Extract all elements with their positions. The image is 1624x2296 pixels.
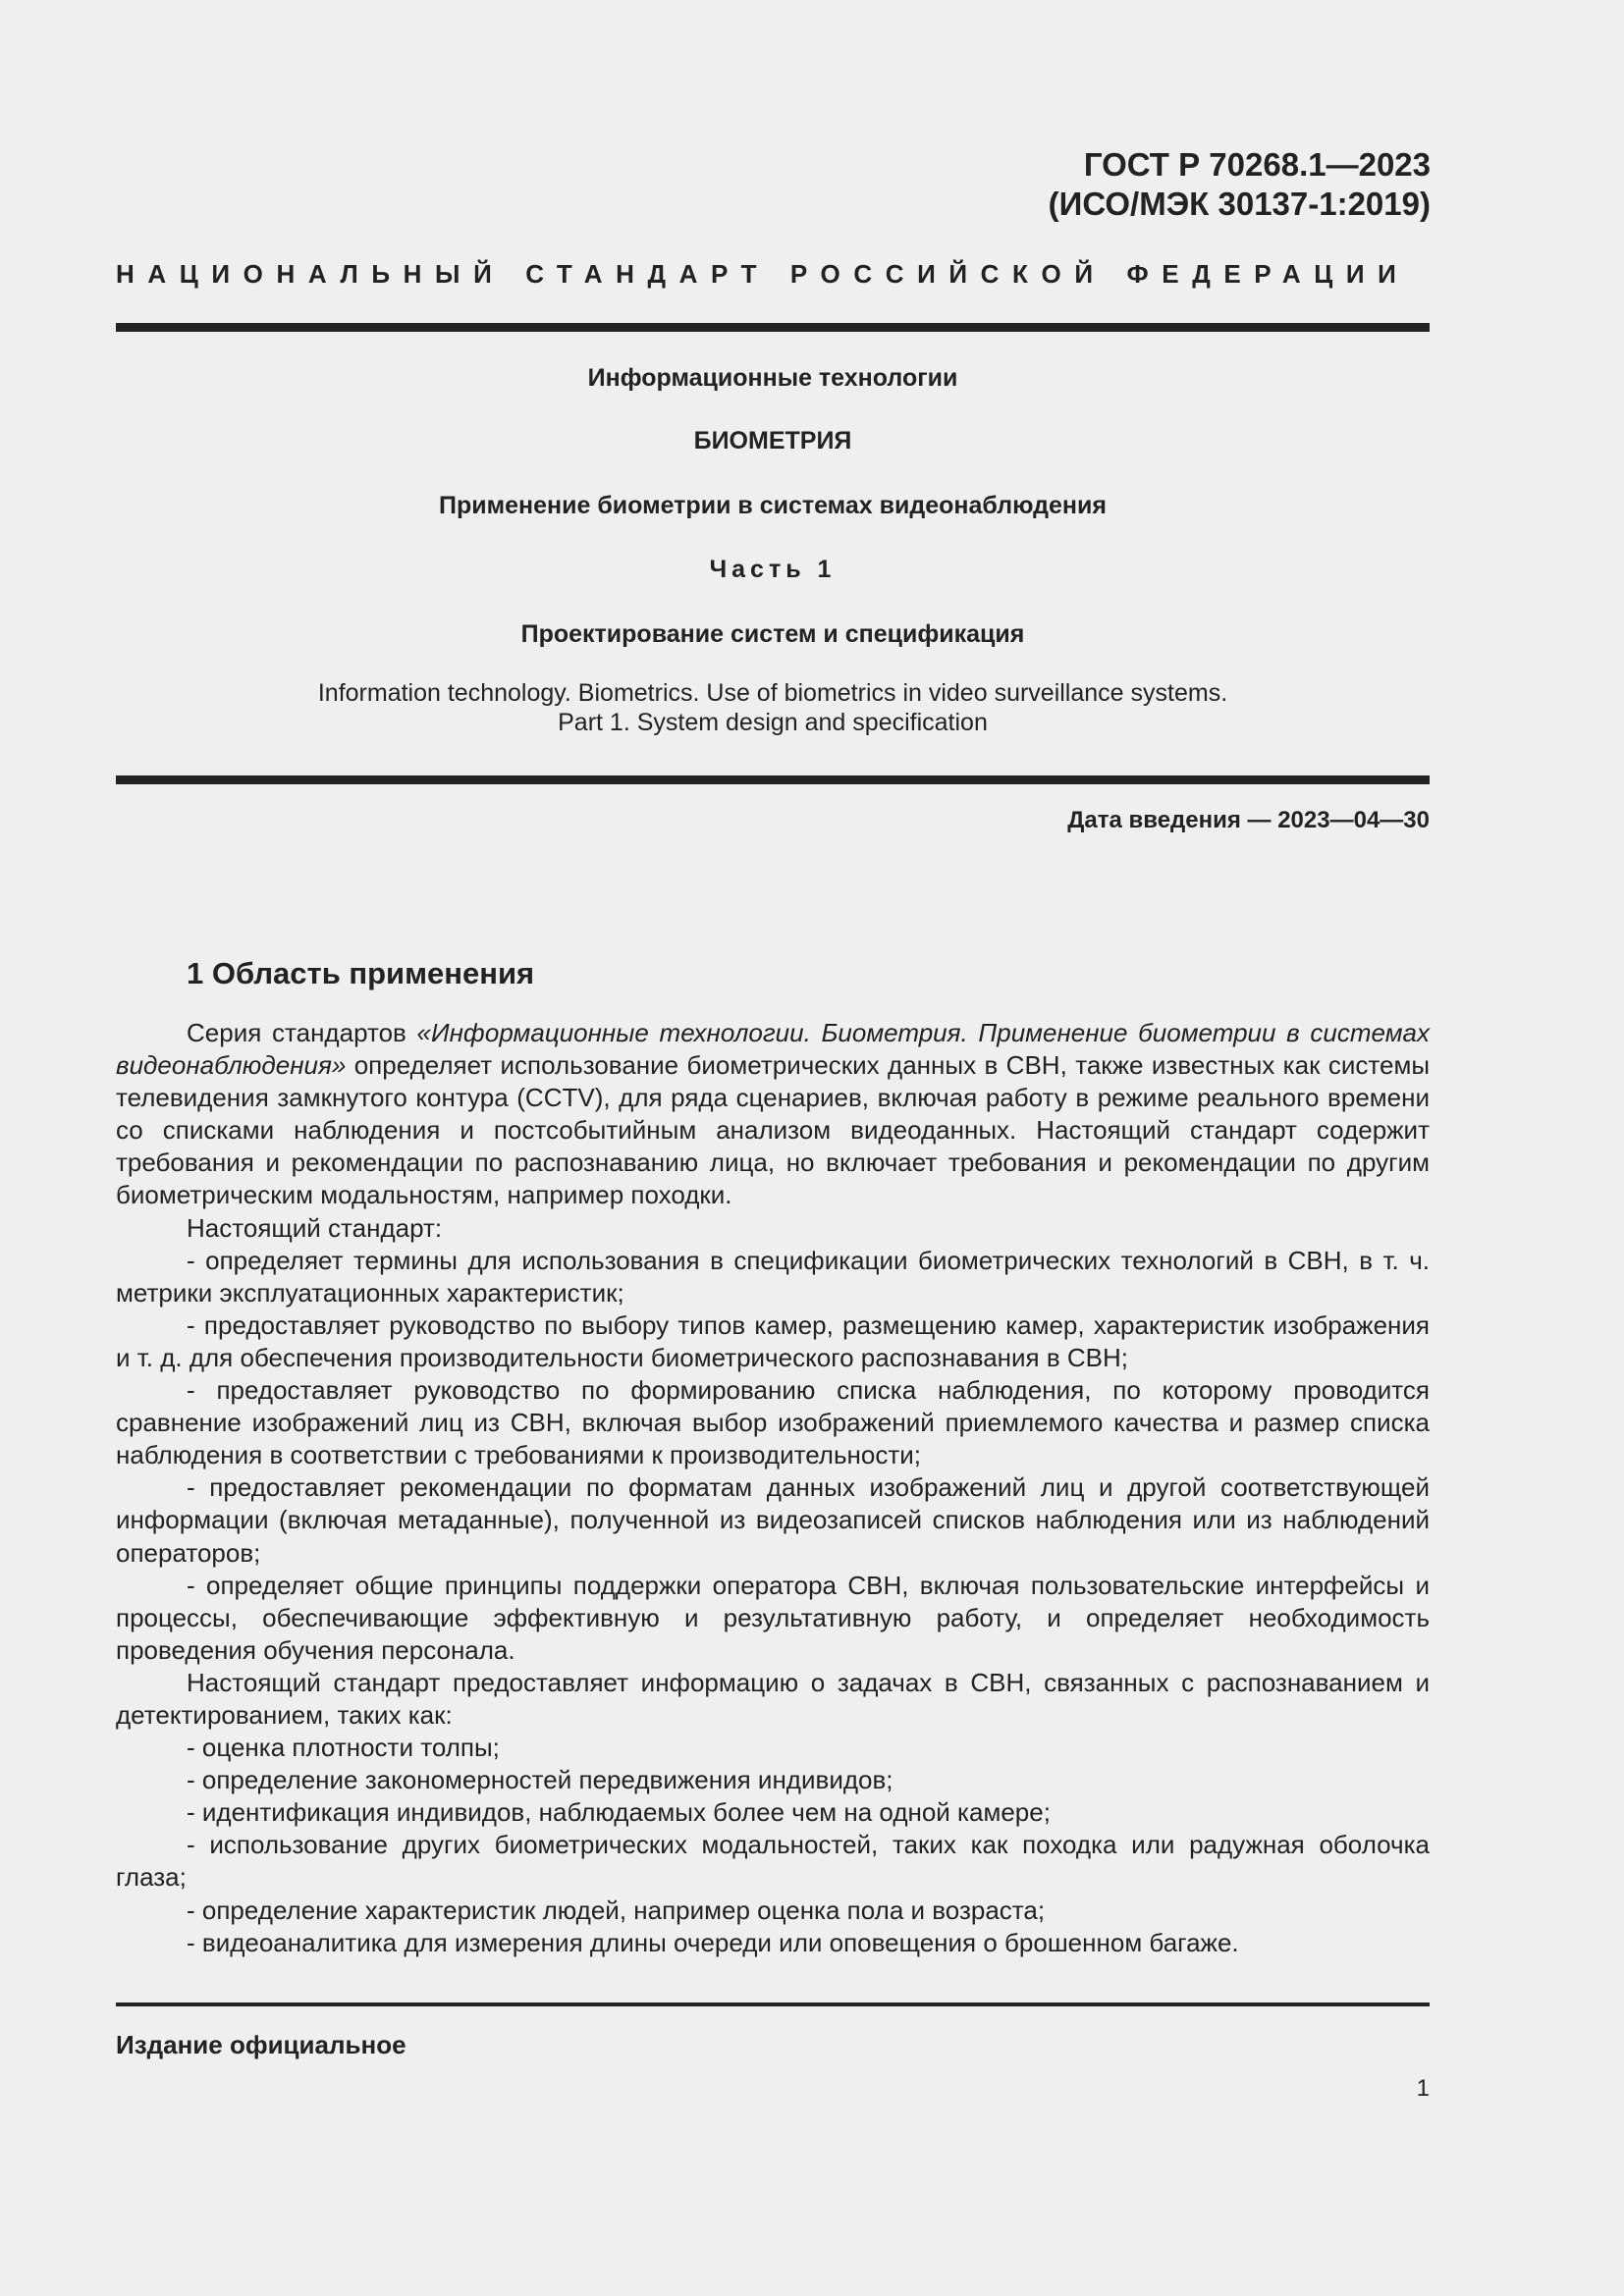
title-line-2: БИОМЕТРИЯ [693,427,852,454]
gost-code [1049,145,1431,224]
section-body [116,1017,1430,1959]
title-line-4: Часть 1 [709,556,837,583]
list-item: - определение закономерностей передвижения индивидов; [187,1765,893,1795]
english-title-line-1: Information technology. Biometrics. Use of biometrics in video surveillance systems. [317,679,1228,707]
list-item: - оценка плотности толпы; [187,1733,500,1763]
list-item: - предоставляет руководство по выбору типов камер, размещению камер, характеристик изображения и т. д. для обеспечения производительности биометрического распознавания в СВН; [116,1309,1430,1372]
gost-code-line1: ГОСТ Р 70268.1—2023 [1083,146,1431,183]
english-title-line-2: Part 1. System design and specification [558,709,988,736]
gost-code-line2: (ИСО/МЭК 30137-1:2019) [1048,186,1431,222]
list-item: - определяет термины для использования в спецификации биометрических технологий в СВН, в т. ч. метрики эксплуатационных характеристик; [116,1245,1430,1308]
intro-date: Дата введения — 2023—04—30 [1067,807,1430,833]
title-line-1: Информационные технологии [587,364,958,392]
page-number: 1 [1416,2075,1430,2102]
paragraph-1: Серия стандартов «Информационные технологии. Биометрия. Применение биометрии в системах видеонаблюдения» определяет использование биометрических данных в СВН, также известных как системы телевидения замкнутого контура (CCTV), для ряда сценариев, включая работу в режиме реального времени со списками наблюдения и постсобытийным анализом видеоданных. Настоящий стандарт содержит требования и рекомендации по распознаванию лица, но включает требования и рекомендации по другим биометрическим модальностям, например походки. [116,1018,1430,1210]
list-item: - использование других биометрических модальностей, таких как походка или радужная оболочка глаза; [116,1830,1430,1893]
list-item: - видеоаналитика для измерения длины очереди или оповещения о брошенном багаже. [187,1927,1239,1957]
title-line-5: Проектирование систем и спецификация [520,620,1025,648]
paragraph-2: Настоящий стандарт: [187,1212,443,1243]
national-standard-heading: НАЦИОНАЛЬНЫЙ СТАНДАРТ РОССИЙСКОЙ ФЕДЕРАЦИИ [116,259,1410,289]
title-line-3: Применение биометрии в системах видеонаблюдения [439,492,1107,519]
list-item: - определяет общие принципы поддержки оператора СВН, включая пользовательские интерфейсы и процессы, обеспечивающие эффективную и результативную работу, и определяет необходимость проведения обучения персонала. [116,1570,1430,1665]
title-bottom-divider [116,775,1430,784]
paragraph-3: Настоящий стандарт предоставляет информацию о задачах в СВН, связанных с распознаванием и детектированием, таких как: [116,1667,1430,1730]
edition-label: Издание официальное [116,2030,406,2059]
list-item: - идентификация индивидов, наблюдаемых более чем на одной камере; [187,1797,1051,1828]
top-divider [116,323,1430,332]
list-item: - предоставляет рекомендации по форматам данных изображений лиц и другой соответствующей информации (включая метаданные), полученной из видеозаписей списков наблюдения или из наблюдений операторов; [116,1472,1430,1568]
list-item: - определение характеристик людей, например оценка пола и возраста; [187,1895,1046,1925]
list-item: - предоставляет руководство по формированию списка наблюдения, по которому проводится сравнение изображений лиц из СВН, включая выбор изображений приемлемого качества и размер списка наблюдения в соответствии с требованиями к производительности; [116,1375,1430,1470]
section-title: 1 Область применения [187,956,535,990]
footer-divider [116,2002,1430,2006]
